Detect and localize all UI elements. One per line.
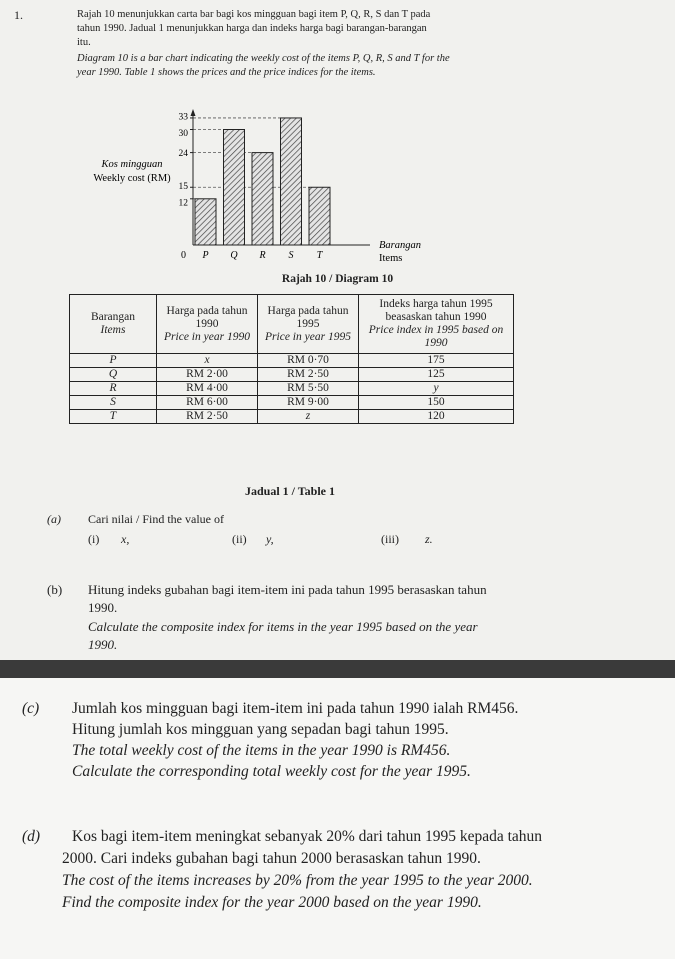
header-price-1990: Harga pada tahun 1990 Price in year 1990	[157, 295, 258, 354]
part-a-sub-3-num: (iii)	[381, 532, 399, 546]
x-tick-label: P	[202, 250, 209, 261]
header-price-1995: Harga pada tahun 1995 Price in year 1995	[258, 295, 359, 354]
table-header-row	[70, 295, 514, 354]
part-c-label: (c)	[22, 700, 40, 717]
part-c-english-line-2: Calculate the corresponding total weekly cost for the year 1995.	[72, 763, 471, 780]
part-d-label: (d)	[22, 828, 41, 845]
cell-item: S	[70, 396, 157, 410]
y-axis-label-malay: Kos mingguan	[101, 159, 163, 170]
part-b-english-line-2: 1990.	[88, 637, 118, 652]
intro-english-line-1: Diagram 10 is a bar chart indicating the weekly cost of the items P, Q, R, S and T for the	[77, 53, 450, 64]
part-c-english-line-1: The total weekly cost of the items in the year 1990 is RM456.	[72, 742, 451, 759]
cell-index: 175	[359, 354, 514, 368]
cell-index: 150	[359, 396, 514, 410]
intro-malay-line-1: Rajah 10 menunjukkan carta bar bagi kos mingguan bagi item P, Q, R, S dan T pada	[77, 9, 431, 20]
table-row	[70, 368, 514, 382]
cell-price-1990: RM 4·00	[157, 382, 258, 396]
intro-english-line-2: year 1990. Table 1 shows the prices and the price indices for the items.	[77, 67, 376, 78]
part-a-sub-1-num: (i)	[88, 532, 100, 546]
y-tick-label: 15	[178, 181, 188, 192]
cell-item: P	[70, 354, 157, 368]
x-tick-label: Q	[230, 250, 238, 261]
cell-index: 125	[359, 368, 514, 382]
bar-R	[252, 153, 273, 245]
x-axis-label-english: Items	[379, 253, 403, 264]
y-tick-label: 12	[178, 198, 188, 209]
bar-S	[281, 118, 302, 245]
table-row	[70, 354, 514, 368]
table-caption: Jadual 1 / Table 1	[244, 484, 336, 498]
x-tick-label: R	[259, 250, 266, 261]
cell-price-1995: RM 2·50	[258, 368, 359, 382]
price-table	[69, 294, 514, 424]
part-c-malay-line-1: Jumlah kos mingguan bagi item-item ini pada tahun 1990 ialah RM456.	[72, 700, 519, 717]
page-2	[0, 678, 675, 959]
y-tick-label: 30	[178, 129, 188, 139]
part-b-english-line-1: Calculate the composite index for items in the year 1995 based on the year	[88, 619, 478, 634]
cell-price-1990: RM 2·00	[157, 368, 258, 382]
y-tick-label: 24	[178, 149, 188, 160]
cell-price-1995: z	[258, 410, 359, 424]
part-a-text: Cari nilai / Find the value of	[88, 512, 224, 526]
question-number: 1.	[14, 8, 23, 22]
part-a-sub-2-var: y,	[266, 532, 274, 546]
cell-price-1990: x	[157, 354, 258, 368]
bar-T	[309, 187, 330, 245]
table-row	[70, 410, 514, 424]
cell-price-1995: RM 5·50	[258, 382, 359, 396]
cell-price-1995: RM 9·00	[258, 396, 359, 410]
table-row	[70, 396, 514, 410]
cell-item: Q	[70, 368, 157, 382]
header-items: Barangan Items	[70, 295, 157, 354]
part-c-malay-line-2: Hitung jumlah kos mingguan yang sepadan bagi tahun 1995.	[72, 721, 449, 738]
part-b-label: (b)	[47, 582, 63, 597]
part-d-english-line-2: Find the composite index for the year 2000 based on the year 1990.	[62, 894, 482, 911]
cell-index: y	[359, 382, 514, 396]
intro-malay-line-3: itu.	[77, 37, 91, 48]
y-axis-label-english: Weekly cost (RM)	[93, 173, 171, 184]
bar-Q	[224, 130, 245, 246]
cell-item: R	[70, 382, 157, 396]
cell-price-1995: RM 0·70	[258, 354, 359, 368]
diagram-caption: Rajah 10 / Diagram 10	[281, 273, 394, 285]
cell-item: T	[70, 410, 157, 424]
bar-P	[195, 199, 216, 245]
cell-price-1990: RM 2·50	[157, 410, 258, 424]
part-a-label: (a)	[47, 512, 61, 526]
part-b-malay-line-2: 1990.	[88, 600, 118, 615]
part-d-malay-line-2: 2000. Cari indeks gubahan bagi tahun 2000 berasaskan tahun 1990.	[62, 850, 481, 867]
part-b-malay-line-1: Hitung indeks gubahan bagi item-item ini pada tahun 1995 berasaskan tahun	[88, 582, 487, 597]
table-row	[70, 382, 514, 396]
intro-malay-line-2: tahun 1990. Jadual 1 menunjukkan harga dan indeks harga bagi barangan-barangan	[77, 23, 427, 34]
cell-price-1990: RM 6·00	[157, 396, 258, 410]
cell-index: 120	[359, 410, 514, 424]
x-tick-label: S	[288, 250, 294, 261]
part-d-english-line-1: The cost of the items increases by 20% from the year 1995 to the year 2000.	[62, 872, 533, 889]
y-tick-label: 33	[178, 112, 188, 123]
y-axis-arrow-icon	[191, 109, 196, 116]
part-a-sub-3-var: z.	[425, 532, 433, 546]
header-price-index: Indeks harga tahun 1995 beasaskan tahun 1990 Price index in 1995 based on 1990	[359, 295, 514, 354]
x-tick-label: T	[316, 250, 323, 261]
bar-chart	[60, 105, 480, 275]
part-a-sub-2-num: (ii)	[232, 532, 247, 546]
part-d-malay-line-1: Kos bagi item-item meningkat sebanyak 20% dari tahun 1995 kepada tahun	[72, 828, 543, 845]
origin-label: 0	[181, 250, 186, 261]
x-axis-label-malay: Barangan	[379, 240, 421, 251]
part-a-sub-1-var: x,	[121, 532, 130, 546]
